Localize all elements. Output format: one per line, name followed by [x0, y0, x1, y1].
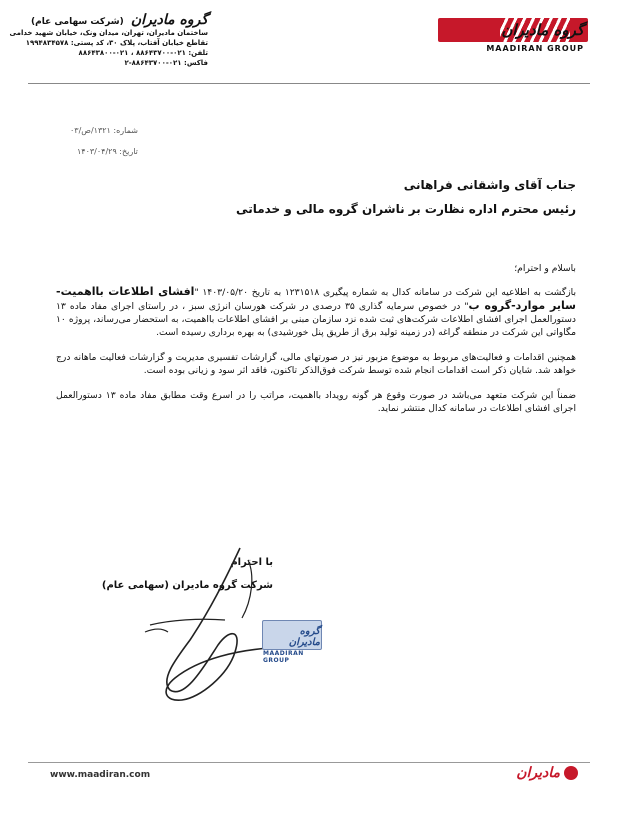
company-info	[9, 12, 208, 68]
paragraph-3: ضمناً این شرکت متعهد می‌باشد در صورت وقوع هر گونه رویداد بااهمیت، مراتب را در اسرع وقت مطابق مفاد ماده ۱۳ دستورالعمل اجرای افشای اطلاعات در سامانه کدال منتشر نماید.	[56, 390, 576, 414]
info-address-1: ساختمان مادیران، تهران، میدان ونک، خیابان شهید خدامی	[9, 29, 208, 37]
footer-divider	[28, 762, 590, 763]
paragraph-1	[56, 285, 576, 339]
company-stamp	[262, 620, 320, 664]
stamp-logo-text: گروه مادیران	[288, 626, 320, 648]
info-brand-line	[28, 12, 208, 28]
paragraph-1-a: بازگشت به اطلاعیه این شرکت در سامانه کدال به شماره پیگیری ۱۲۳۱۵۱۸ به تاریخ ۱۴۰۳/۰۵/۲۰ "	[194, 287, 577, 298]
letter-date: تاریخ: ۱۴۰۳/۰۴/۲۹	[76, 147, 138, 156]
company-logo	[438, 18, 588, 58]
info-fax: فاکس: ۰۲۱-۸۸۶۴۳۷۰۰-۲	[124, 59, 208, 67]
greeting: باسلام و احترام؛	[514, 263, 576, 274]
header-divider	[28, 83, 590, 84]
website-link[interactable]: www.maadiran.com	[50, 770, 151, 780]
logo-subtext: MAADIRAN GROUP	[486, 44, 584, 53]
paragraph-1-emphasis: افشای اطلاعات بااهمیت-سایر موارد-گروه ب	[56, 285, 576, 312]
letter-body	[56, 262, 576, 427]
addressee-title: رئیس محترم اداره نظارت بر ناشران گروه مالی و خدماتی	[236, 202, 576, 216]
footer-logo-icon	[564, 766, 578, 780]
footer-logo-text: مادیران	[516, 765, 560, 781]
handwritten-signature	[130, 540, 280, 710]
stamp-logo-subtext: MAADIRAN GROUP	[263, 650, 304, 664]
paragraph-1-c: " در خصوص سرمایه گذاری ۳۵ درصدی در شرکت هورسان انرژی سبز ، در راستای اجرای مفاد ماده ۱۳ دستورالعمل اجرای افشای اطلاعات شرکت‌های ثبت شده نزد سازمان مبنی بر افشای اطلاعات بااهمیت، به استحضار می‌رساند، پروژه ۱۰ مگاواتی این شرکت در منطقه گراغه (در زمینه تولید برق از طریق پنل خورشیدی) به بهره برداری رسیده است.	[56, 301, 576, 338]
logo-text: گروه مادیران	[501, 21, 584, 39]
info-address-2: تقاطع خیابان آفتاب، پلاک ۳۰، کد پستی: ۱۹۹۴۸۳۴۵۷۸	[25, 39, 208, 47]
addressee	[236, 178, 576, 216]
info-brand: گروه مادیران	[130, 12, 208, 28]
paragraph-2: همچنین اقدامات و فعالیت‌های مربوط به موضوع مزبور نیز در صورتهای مالی، گزارشات تفسیری مدیریت و گزارشات فعالیت ماهانه درج خواهد شد. شایان ذکر است اقدامات انجام شده توسط شرکت فوق‌الذکر تاکنون، فاقد اثر سود و زیانی بوده است.	[56, 352, 576, 376]
closing: با احترام	[230, 557, 273, 568]
signatory-company: شرکت گروه مادیران (سهامی عام)	[101, 580, 273, 591]
letter-number: شماره: ۱۳۲۱/ص/۰۳	[70, 126, 138, 135]
footer-logo	[516, 765, 578, 781]
info-company-type: (شرکت سهامی عام)	[31, 17, 124, 27]
addressee-name: جناب آقای واشقانی فراهانی	[403, 178, 576, 192]
info-phone: تلفن: ۰۲۱-۸۸۶۴۳۷۰۰ ، ۰۲۱-۸۸۶۴۳۸۰۰	[78, 49, 208, 57]
letter-meta	[70, 126, 138, 168]
